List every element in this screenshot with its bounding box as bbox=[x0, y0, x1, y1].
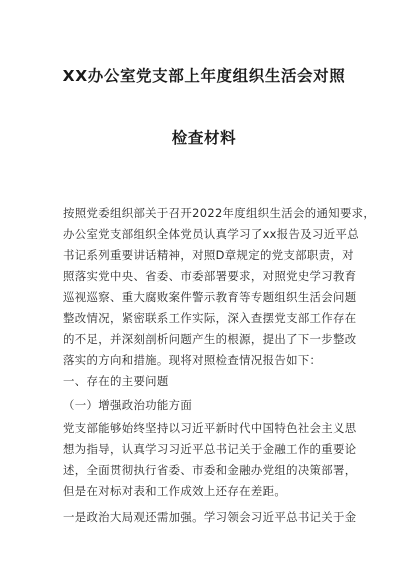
body-line: 巡视巡察、重大腐败案件警示教育等专题组织生活会问题 bbox=[63, 290, 357, 304]
body-line: 但是在对标对表和工作成效上还存在差距。 bbox=[63, 484, 287, 498]
body-line: 落实的方向和措施。现将对照检查情况报告如下： bbox=[63, 353, 322, 367]
body-line: 的不足，并深刻剖析问题产生的根源，提出了下一步整改 bbox=[63, 332, 357, 346]
body-line: 想为指导，认真学习习近平总书记关于金融工作的重要论 bbox=[63, 442, 357, 456]
body-line: 述，全面贯彻执行省委、市委和金融办党组的决策部署， bbox=[63, 463, 357, 477]
document-title-line-1: XX办公室党支部上年度组织生活会对照 bbox=[62, 67, 346, 85]
body-line: 办公室党支部组织全体党员认真学习了xx报告及习近平总 bbox=[63, 227, 359, 241]
body-line: 整改情况，紧密联系工作实际，深入查摆党支部工作存在 bbox=[63, 311, 357, 325]
body-line: 党支部能够始终坚持以习近平新时代中国特色社会主义思 bbox=[63, 421, 357, 435]
body-line: 一是政治大局观还需加强。学习领会习近平总书记关于金 bbox=[63, 510, 357, 524]
section-heading: 一、存在的主要问题 bbox=[63, 374, 169, 388]
document-title-line-2: 检查材料 bbox=[171, 129, 237, 147]
body-line: 照落实党中央、省委、市委部署要求，对照党史学习教育 bbox=[63, 269, 357, 283]
subsection-heading: （一）增强政治功能方面 bbox=[63, 398, 193, 412]
body-line: 书记系列重要讲话精神，对照D章规定的党支部职责，对 bbox=[63, 248, 354, 262]
body-line: 按照党委组织部关于召开2022年度组织生活会的通知要求， bbox=[63, 206, 376, 220]
